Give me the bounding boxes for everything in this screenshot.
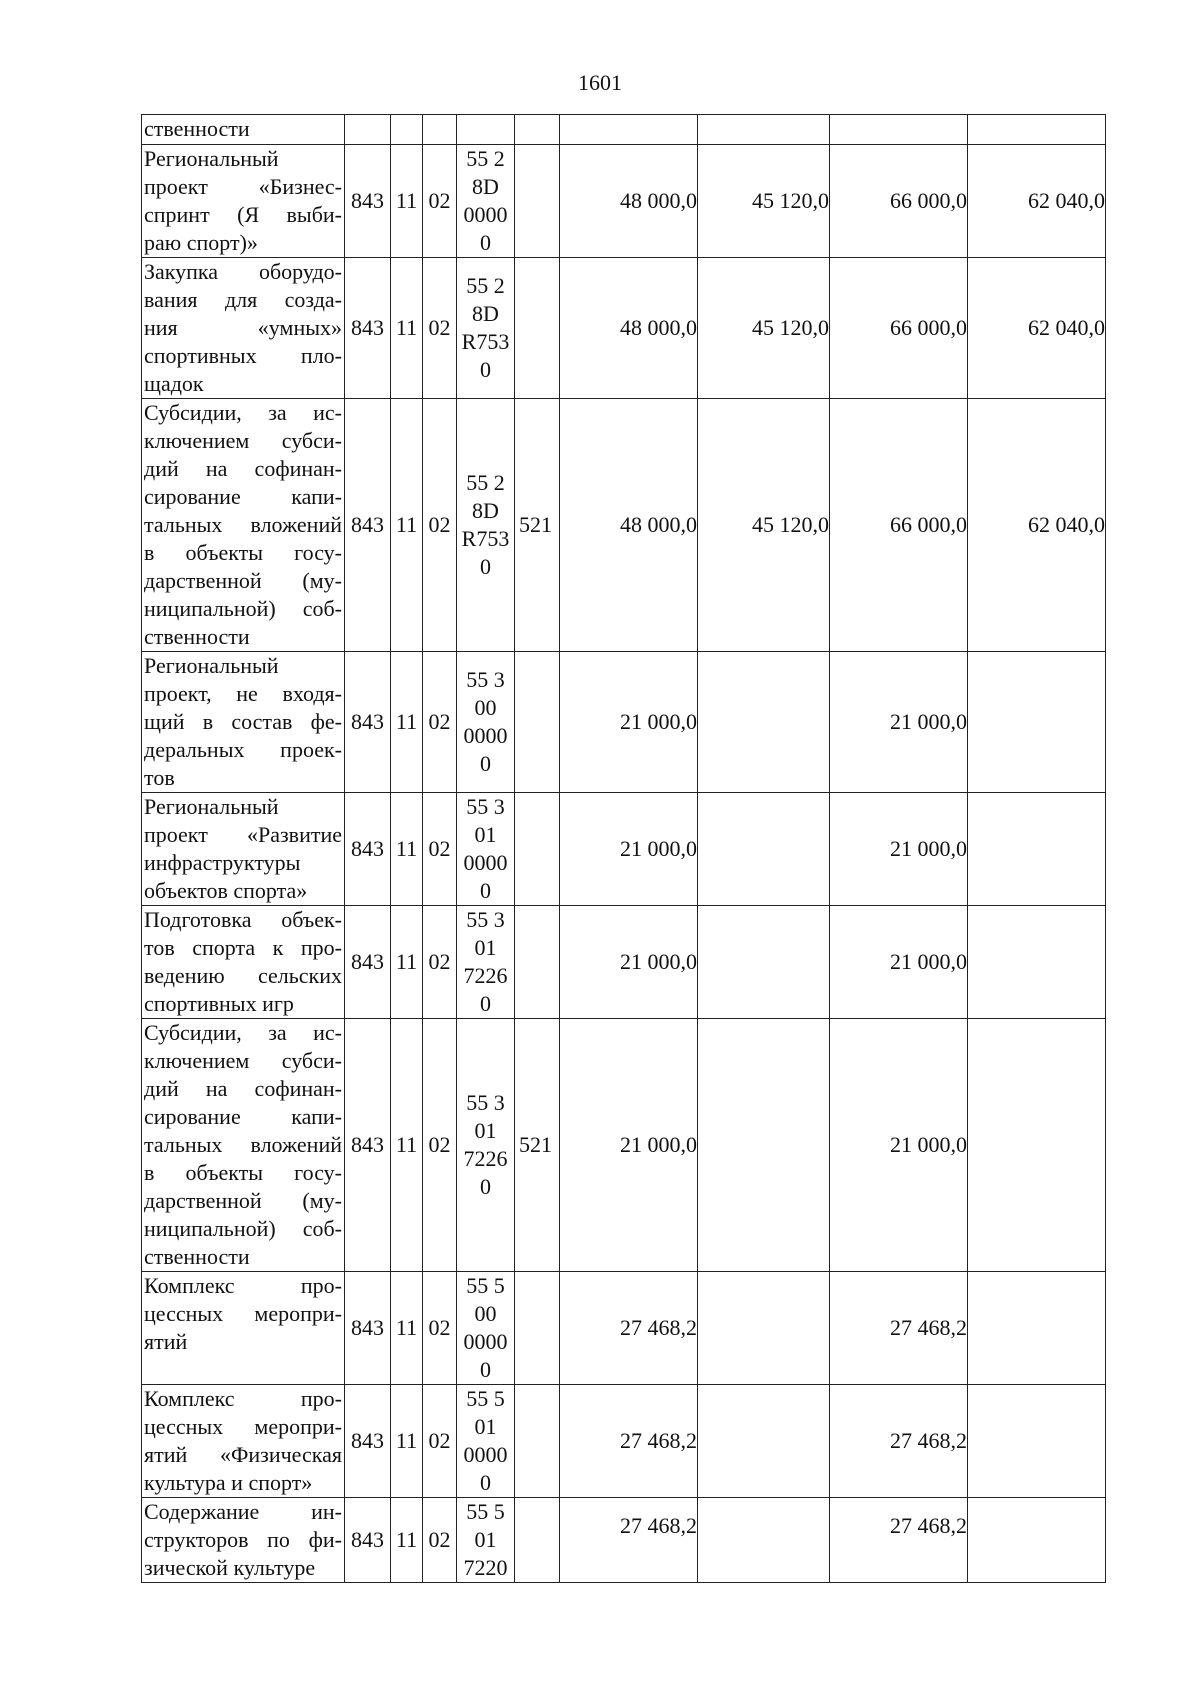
cell-name bbox=[142, 1385, 345, 1498]
cell-amount-1: 21 000,0 bbox=[560, 906, 698, 1019]
table-row bbox=[142, 1272, 1106, 1385]
cell-name bbox=[142, 115, 345, 145]
table-row bbox=[142, 652, 1106, 793]
cell-name bbox=[142, 1272, 345, 1385]
cell-csr bbox=[457, 1385, 515, 1498]
cell-name-line: спортивных игр bbox=[144, 991, 294, 1016]
cell-name-line: культура и спорт» bbox=[144, 1470, 313, 1495]
table-row bbox=[142, 1019, 1106, 1272]
table-row bbox=[142, 1498, 1106, 1583]
cell-name-line: проект, не входя- bbox=[144, 681, 342, 706]
cell-csr-line: 55 5 bbox=[466, 1386, 505, 1411]
cell-csr-line: 7226 bbox=[463, 963, 508, 988]
cell-name-line: дарственной (му- bbox=[144, 568, 342, 593]
cell-gr: 843 bbox=[345, 1385, 391, 1498]
cell-vr bbox=[515, 258, 560, 399]
cell-name-line: цессных меропри- bbox=[144, 1414, 342, 1439]
cell-csr-line: 01 bbox=[474, 1414, 497, 1439]
cell-csr-line: 0 bbox=[480, 878, 491, 903]
cell-gr: 843 bbox=[345, 793, 391, 906]
cell-csr-line: 55 2 bbox=[466, 273, 505, 298]
cell-name-line: цессных меропри- bbox=[144, 1301, 342, 1326]
cell-amount-1: 21 000,0 bbox=[560, 652, 698, 793]
cell-csr-line: 0 bbox=[480, 230, 491, 255]
cell-amount-3: 66 000,0 bbox=[830, 399, 968, 652]
cell-name-line: ственности bbox=[144, 624, 250, 649]
cell-pr: 02 bbox=[423, 258, 457, 399]
cell-amount-4: 62 040,0 bbox=[968, 399, 1106, 652]
cell-vr: 521 bbox=[515, 399, 560, 652]
cell-amount-4 bbox=[968, 652, 1106, 793]
cell-csr-line: 00 bbox=[474, 1301, 497, 1326]
cell-csr-line: 01 bbox=[474, 935, 497, 960]
cell-name-line: тов спорта к про- bbox=[144, 935, 342, 960]
cell-name-line: тальных вложений bbox=[144, 1132, 342, 1157]
cell-name-line: деральных проек- bbox=[144, 737, 342, 762]
cell-vr bbox=[515, 1272, 560, 1385]
cell-amount-2 bbox=[698, 1019, 830, 1272]
cell-rz bbox=[391, 115, 423, 145]
cell-csr-line: 8D bbox=[472, 174, 499, 199]
cell-gr: 843 bbox=[345, 258, 391, 399]
cell-name-line: ственности bbox=[144, 116, 250, 141]
cell-gr: 843 bbox=[345, 906, 391, 1019]
cell-rz: 11 bbox=[391, 652, 423, 793]
cell-amount-2 bbox=[698, 906, 830, 1019]
cell-name-line: ниципальной) соб- bbox=[144, 596, 342, 621]
cell-name-line: объектов спорта» bbox=[144, 878, 308, 903]
cell-amount-3: 21 000,0 bbox=[830, 793, 968, 906]
cell-rz: 11 bbox=[391, 1385, 423, 1498]
cell-name-line: вания для созда- bbox=[144, 287, 342, 312]
page-number: 1601 bbox=[578, 70, 622, 95]
cell-csr-line: 01 bbox=[474, 822, 497, 847]
cell-gr: 843 bbox=[345, 652, 391, 793]
cell-csr-line: R753 bbox=[461, 526, 510, 551]
cell-rz: 11 bbox=[391, 399, 423, 652]
cell-csr-line: 0 bbox=[480, 357, 491, 382]
cell-vr bbox=[515, 115, 560, 145]
cell-name-line: дарственной (му- bbox=[144, 1188, 342, 1213]
cell-csr bbox=[457, 1272, 515, 1385]
cell-csr-line: 55 2 bbox=[466, 470, 505, 495]
cell-name-line: проект «Бизнес- bbox=[144, 174, 342, 199]
cell-name bbox=[142, 1019, 345, 1272]
cell-gr bbox=[345, 115, 391, 145]
cell-amount-3: 27 468,2 bbox=[830, 1498, 968, 1583]
cell-csr-line: 55 5 bbox=[466, 1499, 505, 1524]
cell-amount-2: 45 120,0 bbox=[698, 258, 830, 399]
cell-pr: 02 bbox=[423, 1019, 457, 1272]
cell-name-line: раю спорт)» bbox=[144, 230, 258, 255]
cell-amount-2 bbox=[698, 793, 830, 906]
budget-table bbox=[141, 114, 1106, 1583]
cell-amount-3: 27 468,2 bbox=[830, 1385, 968, 1498]
cell-name-line: ключением субси- bbox=[144, 428, 342, 453]
cell-csr-line: 55 3 bbox=[466, 1090, 505, 1115]
cell-amount-1: 21 000,0 bbox=[560, 793, 698, 906]
cell-amount-2: 45 120,0 bbox=[698, 399, 830, 652]
cell-csr-line: 0 bbox=[480, 751, 491, 776]
cell-name-line: ятий bbox=[144, 1329, 188, 1354]
cell-csr-line: 55 3 bbox=[466, 907, 505, 932]
cell-amount-1: 27 468,2 bbox=[560, 1498, 698, 1583]
table-row bbox=[142, 906, 1106, 1019]
cell-vr bbox=[515, 145, 560, 258]
cell-csr bbox=[457, 115, 515, 145]
cell-csr-line: 0 bbox=[480, 1357, 491, 1382]
cell-csr-line: 0 bbox=[480, 1174, 491, 1199]
cell-name-line: Подготовка объек- bbox=[144, 907, 342, 932]
cell-amount-3: 66 000,0 bbox=[830, 145, 968, 258]
cell-csr bbox=[457, 399, 515, 652]
cell-amount-3: 21 000,0 bbox=[830, 906, 968, 1019]
cell-name-line: дий на софинан- bbox=[144, 1076, 342, 1101]
cell-csr-line: 8D bbox=[472, 498, 499, 523]
cell-name bbox=[142, 399, 345, 652]
cell-csr-line: 0 bbox=[480, 991, 491, 1016]
cell-amount-1: 27 468,2 bbox=[560, 1385, 698, 1498]
cell-name-line: Субсидии, за ис- bbox=[144, 1020, 342, 1045]
cell-csr bbox=[457, 652, 515, 793]
cell-name-line: ственности bbox=[144, 1244, 250, 1269]
table-row bbox=[142, 145, 1106, 258]
cell-amount-2 bbox=[698, 115, 830, 145]
cell-name-line: Содержание ин- bbox=[144, 1499, 342, 1524]
cell-amount-1 bbox=[560, 115, 698, 145]
cell-csr-line: 01 bbox=[474, 1527, 497, 1552]
cell-name-line: ятий «Физическая bbox=[144, 1442, 342, 1467]
cell-name-line: Региональный bbox=[144, 146, 279, 171]
cell-csr-line: 7226 bbox=[463, 1146, 508, 1171]
cell-amount-4 bbox=[968, 1498, 1106, 1583]
cell-csr bbox=[457, 145, 515, 258]
cell-amount-2 bbox=[698, 652, 830, 793]
table-row bbox=[142, 399, 1106, 652]
cell-amount-4: 62 040,0 bbox=[968, 258, 1106, 399]
cell-gr: 843 bbox=[345, 399, 391, 652]
cell-rz: 11 bbox=[391, 793, 423, 906]
cell-vr: 521 bbox=[515, 1019, 560, 1272]
cell-csr-line: 0 bbox=[480, 1470, 491, 1495]
cell-csr-line: 0000 bbox=[463, 1329, 508, 1354]
cell-pr: 02 bbox=[423, 399, 457, 652]
cell-csr-line: 01 bbox=[474, 1118, 497, 1143]
cell-gr: 843 bbox=[345, 145, 391, 258]
cell-gr: 843 bbox=[345, 1272, 391, 1385]
cell-pr: 02 bbox=[423, 652, 457, 793]
cell-amount-2 bbox=[698, 1385, 830, 1498]
cell-amount-3: 21 000,0 bbox=[830, 1019, 968, 1272]
cell-gr: 843 bbox=[345, 1019, 391, 1272]
cell-csr-line: 7220 bbox=[463, 1555, 508, 1580]
cell-pr: 02 bbox=[423, 906, 457, 1019]
cell-amount-1: 48 000,0 bbox=[560, 258, 698, 399]
cell-rz: 11 bbox=[391, 906, 423, 1019]
cell-csr bbox=[457, 906, 515, 1019]
cell-name-line: в объекты госу- bbox=[144, 1160, 342, 1185]
cell-pr: 02 bbox=[423, 1498, 457, 1583]
cell-name-line: Субсидии, за ис- bbox=[144, 400, 342, 425]
cell-csr-line: 55 5 bbox=[466, 1273, 505, 1298]
cell-csr-line: 0000 bbox=[463, 202, 508, 227]
table-row bbox=[142, 793, 1106, 906]
cell-rz: 11 bbox=[391, 1019, 423, 1272]
cell-name-line: ния «умных» bbox=[144, 315, 342, 340]
cell-rz: 11 bbox=[391, 1272, 423, 1385]
cell-amount-3: 66 000,0 bbox=[830, 258, 968, 399]
cell-pr bbox=[423, 115, 457, 145]
cell-amount-1: 27 468,2 bbox=[560, 1272, 698, 1385]
cell-rz: 11 bbox=[391, 258, 423, 399]
cell-amount-3 bbox=[830, 115, 968, 145]
cell-name-line: спринт (Я выби- bbox=[144, 202, 342, 227]
cell-name-line: спортивных пло- bbox=[144, 343, 342, 368]
cell-csr bbox=[457, 793, 515, 906]
cell-name-line: щий в состав фе- bbox=[144, 709, 342, 734]
cell-vr bbox=[515, 1498, 560, 1583]
table-row bbox=[142, 258, 1106, 399]
cell-pr: 02 bbox=[423, 145, 457, 258]
cell-name-line: сирование капи- bbox=[144, 484, 342, 509]
cell-amount-3: 21 000,0 bbox=[830, 652, 968, 793]
cell-amount-2: 45 120,0 bbox=[698, 145, 830, 258]
table-body bbox=[142, 115, 1106, 1583]
cell-gr: 843 bbox=[345, 1498, 391, 1583]
cell-amount-4 bbox=[968, 793, 1106, 906]
cell-amount-4 bbox=[968, 906, 1106, 1019]
cell-name bbox=[142, 145, 345, 258]
cell-csr bbox=[457, 258, 515, 399]
cell-vr bbox=[515, 793, 560, 906]
cell-name-line: ведению сельских bbox=[144, 963, 342, 988]
cell-amount-4 bbox=[968, 1019, 1106, 1272]
cell-name-line: проект «Развитие bbox=[144, 822, 342, 847]
cell-csr-line: 55 2 bbox=[466, 146, 505, 171]
cell-csr-line: 00 bbox=[474, 695, 497, 720]
cell-pr: 02 bbox=[423, 1272, 457, 1385]
cell-pr: 02 bbox=[423, 1385, 457, 1498]
cell-amount-1: 48 000,0 bbox=[560, 145, 698, 258]
cell-csr-line: 55 3 bbox=[466, 794, 505, 819]
cell-csr-line: R753 bbox=[461, 329, 510, 354]
cell-amount-1: 21 000,0 bbox=[560, 1019, 698, 1272]
cell-name-line: Закупка оборудо- bbox=[144, 259, 342, 284]
table-row bbox=[142, 1385, 1106, 1498]
cell-name-line: зической культуре bbox=[144, 1555, 316, 1580]
cell-name-line: в объекты госу- bbox=[144, 540, 342, 565]
cell-name-line: Региональный bbox=[144, 653, 279, 678]
cell-csr-line: 0000 bbox=[463, 723, 508, 748]
cell-pr: 02 bbox=[423, 793, 457, 906]
cell-rz: 11 bbox=[391, 145, 423, 258]
table-row bbox=[142, 115, 1106, 145]
cell-amount-4 bbox=[968, 115, 1106, 145]
cell-vr bbox=[515, 652, 560, 793]
cell-vr bbox=[515, 1385, 560, 1498]
cell-name-line: инфраструктуры bbox=[144, 850, 301, 875]
cell-amount-1: 48 000,0 bbox=[560, 399, 698, 652]
cell-name bbox=[142, 652, 345, 793]
cell-name-line: Комплекс про- bbox=[144, 1273, 342, 1298]
cell-amount-2 bbox=[698, 1498, 830, 1583]
cell-name-line: щадок bbox=[144, 371, 204, 396]
cell-name-line: тальных вложений bbox=[144, 512, 342, 537]
cell-amount-4: 62 040,0 bbox=[968, 145, 1106, 258]
cell-amount-4 bbox=[968, 1272, 1106, 1385]
cell-csr-line: 0 bbox=[480, 554, 491, 579]
cell-csr-line: 55 3 bbox=[466, 667, 505, 692]
cell-name bbox=[142, 1498, 345, 1583]
cell-name-line: ключением субси- bbox=[144, 1048, 342, 1073]
cell-csr bbox=[457, 1019, 515, 1272]
cell-csr-line: 0000 bbox=[463, 1442, 508, 1467]
cell-name-line: сирование капи- bbox=[144, 1104, 342, 1129]
cell-amount-4 bbox=[968, 1385, 1106, 1498]
cell-csr-line: 8D bbox=[472, 301, 499, 326]
cell-rz: 11 bbox=[391, 1498, 423, 1583]
cell-csr-line: 0000 bbox=[463, 850, 508, 875]
cell-amount-3: 27 468,2 bbox=[830, 1272, 968, 1385]
cell-name-line: Региональный bbox=[144, 794, 279, 819]
cell-name bbox=[142, 793, 345, 906]
cell-name bbox=[142, 258, 345, 399]
cell-amount-2 bbox=[698, 1272, 830, 1385]
cell-csr bbox=[457, 1498, 515, 1583]
cell-name-line: тов bbox=[144, 765, 175, 790]
cell-name-line: ниципальной) соб- bbox=[144, 1216, 342, 1241]
cell-name-line: дий на софинан- bbox=[144, 456, 342, 481]
cell-name-line: структоров по фи- bbox=[144, 1527, 342, 1552]
cell-vr bbox=[515, 906, 560, 1019]
cell-name bbox=[142, 906, 345, 1019]
cell-name-line: Комплекс про- bbox=[144, 1386, 342, 1411]
